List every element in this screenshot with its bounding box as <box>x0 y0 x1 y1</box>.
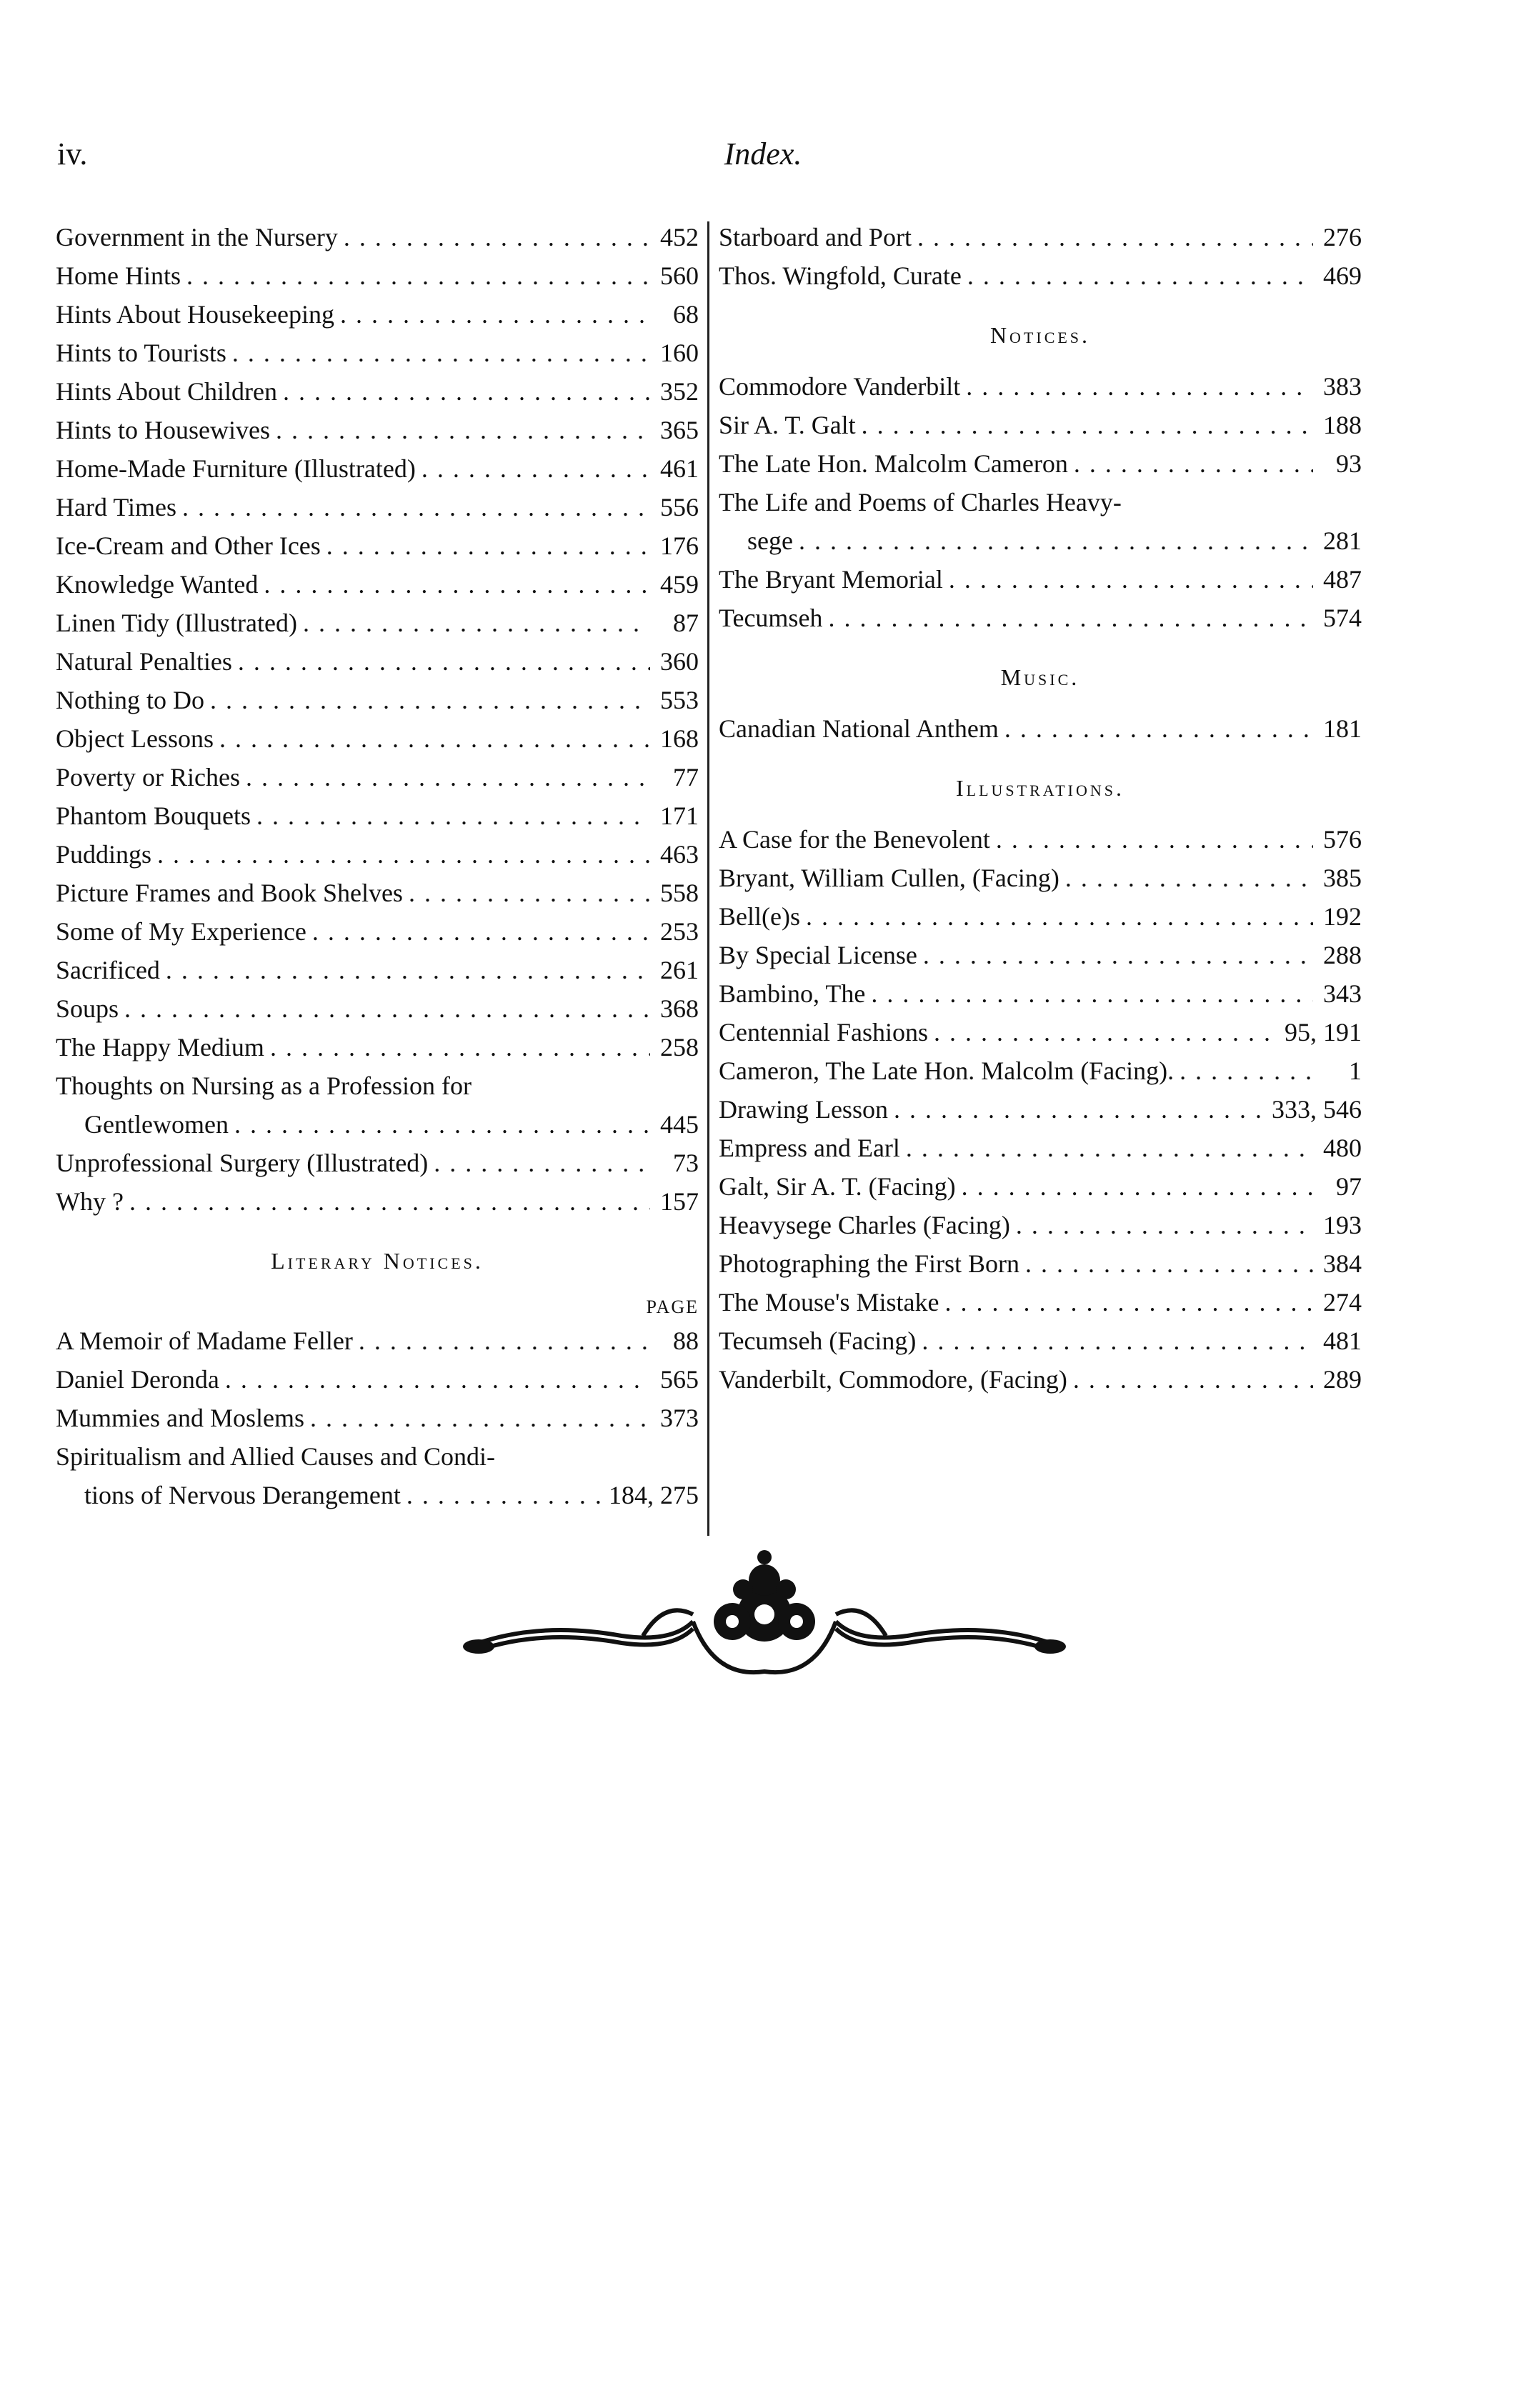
index-entry <box>56 874 699 912</box>
leader-dots <box>340 295 650 334</box>
leader-dots <box>219 719 650 758</box>
entry-page: 461 <box>660 454 699 483</box>
entry-title: Hints to Tourists <box>56 339 226 367</box>
entry-title: Home-Made Furniture (Illustrated) <box>56 454 416 483</box>
entry-page: 480 <box>1323 1134 1362 1162</box>
leader-dots <box>934 1013 1279 1051</box>
left-column <box>56 218 699 1514</box>
entry-title: Mummies and Moslems <box>56 1404 304 1432</box>
entry-title: Phantom Bouquets <box>56 801 251 830</box>
index-entry <box>56 1144 699 1182</box>
entry-page: 352 <box>660 377 699 406</box>
index-entry <box>719 897 1362 936</box>
leader-dots <box>1025 1244 1313 1283</box>
entry-page: 181 <box>1323 714 1362 743</box>
entry-page: 87 <box>673 609 699 637</box>
entry-page: 463 <box>660 840 699 869</box>
leader-dots <box>1065 859 1313 897</box>
index-entry <box>56 1399 699 1437</box>
entry-page: 276 <box>1323 223 1362 251</box>
folio: iv. <box>57 136 88 171</box>
index-entry <box>719 820 1362 859</box>
entry-title: Some of My Experience <box>56 917 306 946</box>
index-entry <box>56 951 699 989</box>
leader-dots <box>326 526 650 565</box>
leader-dots <box>344 218 650 256</box>
index-entry <box>719 560 1362 599</box>
index-entry <box>56 372 699 411</box>
index-entry <box>719 521 1362 560</box>
entry-title: Sacrificed <box>56 956 160 984</box>
entry-page: 160 <box>660 339 699 367</box>
leader-dots <box>129 1182 650 1221</box>
leader-dots <box>359 1322 650 1360</box>
index-entry <box>56 526 699 565</box>
entry-page: 289 <box>1323 1365 1362 1394</box>
index-entry <box>719 859 1362 897</box>
index-entry <box>56 295 699 334</box>
entry-page: 281 <box>1323 526 1362 555</box>
entry-title: Hints About Housekeeping <box>56 300 334 329</box>
entry-title: Poverty or Riches <box>56 763 240 791</box>
entry-title: Tecumseh (Facing) <box>719 1327 917 1355</box>
entry-title: Bell(e)s <box>719 902 800 931</box>
entry-page: 253 <box>660 917 699 946</box>
entry-title: The Bryant Memorial <box>719 565 943 594</box>
leader-dots <box>966 367 1313 406</box>
leader-dots <box>124 989 650 1028</box>
leader-dots <box>256 796 650 835</box>
right-column <box>719 218 1362 1399</box>
index-entry <box>719 936 1362 974</box>
page-header <box>0 136 1526 179</box>
index-entry <box>56 1028 699 1066</box>
leader-dots <box>917 218 1313 256</box>
literary-list <box>56 1322 699 1437</box>
entry-title: Hints to Housewives <box>56 416 270 444</box>
entry-title: Photographing the First Born <box>719 1249 1019 1278</box>
index-entry <box>719 218 1362 256</box>
music-heading: Music. <box>1000 664 1080 690</box>
index-entry <box>56 565 699 604</box>
entry-title: The Late Hon. Malcolm Cameron <box>719 449 1068 478</box>
leader-dots <box>312 912 650 951</box>
index-entry <box>719 367 1362 406</box>
entry-page: 68 <box>673 300 699 329</box>
entry-title: A Memoir of Madame Feller <box>56 1327 353 1355</box>
entry-page: 333, 546 <box>1272 1095 1362 1124</box>
leader-dots <box>996 820 1313 859</box>
index-entry <box>56 334 699 372</box>
leader-dots <box>276 411 650 449</box>
leader-dots <box>923 936 1313 974</box>
index-entry <box>719 1129 1362 1167</box>
index-entry <box>56 449 699 488</box>
entry-title: Object Lessons <box>56 724 214 753</box>
entry-title: Hard Times <box>56 493 177 521</box>
index-entry <box>719 1051 1362 1090</box>
index-entry <box>719 256 1362 295</box>
entry-title: Galt, Sir A. T. (Facing) <box>719 1172 956 1201</box>
entry-title: Hints About Children <box>56 377 278 406</box>
leader-dots <box>1180 1051 1313 1090</box>
entry-title: Knowledge Wanted <box>56 570 259 599</box>
leader-dots <box>166 951 650 989</box>
right-index-list <box>719 218 1362 295</box>
entry-page: 384 <box>1323 1249 1362 1278</box>
entry-title: Cameron, The Late Hon. Malcolm (Facing). <box>719 1056 1175 1085</box>
entry-title: Thos. Wingfold, Curate <box>719 261 962 290</box>
entry-title: sege <box>747 526 793 555</box>
entry-page: 556 <box>660 493 699 521</box>
index-entry <box>719 1244 1362 1283</box>
index-entry <box>56 912 699 951</box>
leader-dots <box>186 256 650 295</box>
index-entry <box>719 1167 1362 1206</box>
index-entry <box>56 604 699 642</box>
entry-page: 487 <box>1323 565 1362 594</box>
entry-page: 558 <box>660 879 699 907</box>
entry-page: 93 <box>1336 449 1362 478</box>
entry-page: 574 <box>1323 604 1362 632</box>
entry-title: Why ? <box>56 1187 124 1216</box>
entry-title: Nothing to Do <box>56 686 205 714</box>
leader-dots <box>270 1028 650 1066</box>
leader-dots <box>922 1322 1313 1360</box>
leader-dots <box>806 897 1313 936</box>
entry-page: 360 <box>660 647 699 676</box>
leader-dots <box>182 488 650 526</box>
index-entry <box>56 218 699 256</box>
index-entry <box>719 709 1362 748</box>
entry-page: 192 <box>1323 902 1362 931</box>
entry-title: Drawing Lesson <box>719 1095 888 1124</box>
entry-page: 553 <box>660 686 699 714</box>
entry-page: 157 <box>660 1187 699 1216</box>
index-entry <box>56 1066 699 1105</box>
index-entry <box>56 488 699 526</box>
entry-page: 77 <box>673 763 699 791</box>
page-column-label: PAGE <box>646 1297 699 1317</box>
index-entry <box>719 599 1362 637</box>
entry-title: A Case for the Benevolent <box>719 825 990 854</box>
leader-dots <box>407 1476 603 1514</box>
leader-dots <box>871 974 1313 1013</box>
illustrations-heading: Illustrations. <box>956 775 1124 801</box>
entry-title: Heavysege Charles (Facing) <box>719 1211 1010 1239</box>
index-entry <box>719 1283 1362 1322</box>
entry-title: Empress and Earl <box>719 1134 900 1162</box>
entry-title: Canadian National Anthem <box>719 714 999 743</box>
index-entry <box>56 1105 699 1144</box>
entry-page: 576 <box>1323 825 1362 854</box>
index-entry <box>56 411 699 449</box>
index-entry <box>719 1206 1362 1244</box>
leader-dots <box>157 835 650 874</box>
index-entry <box>56 256 699 295</box>
leader-dots <box>246 758 650 796</box>
entry-title: tions of Nervous Derangement <box>84 1481 401 1509</box>
entry-title: Commodore Vanderbilt <box>719 372 961 401</box>
index-entry <box>56 681 699 719</box>
leader-dots <box>962 1167 1313 1206</box>
entry-title: The Life and Poems of Charles Heavy- <box>719 488 1122 516</box>
left-index-list-2 <box>56 1144 699 1221</box>
leader-dots <box>409 874 650 912</box>
entry-title: Government in the Nursery <box>56 223 338 251</box>
leader-dots <box>434 1144 650 1182</box>
entry-page: 258 <box>660 1033 699 1061</box>
entry-page: 452 <box>660 223 699 251</box>
notices-list-2 <box>719 560 1362 637</box>
entry-page: 97 <box>1336 1172 1362 1201</box>
entry-title: Natural Penalties <box>56 647 232 676</box>
entry-title: Unprofessional Surgery (Illustrated) <box>56 1149 429 1177</box>
leader-dots <box>310 1399 650 1437</box>
entry-title: Bryant, William Cullen, (Facing) <box>719 864 1059 892</box>
entry-title: Linen Tidy (Illustrated) <box>56 609 297 637</box>
entry-title: Centennial Fashions <box>719 1018 928 1046</box>
entry-page: 560 <box>660 261 699 290</box>
music-list <box>719 709 1362 748</box>
leader-dots <box>1074 444 1313 483</box>
index-entry <box>719 1360 1362 1399</box>
entry-page: 1 <box>1349 1056 1362 1085</box>
entry-title: Starboard and Port <box>719 223 912 251</box>
entry-page: 459 <box>660 570 699 599</box>
leader-dots <box>422 449 650 488</box>
leader-dots <box>1004 709 1313 748</box>
entry-page: 274 <box>1323 1288 1362 1317</box>
leader-dots <box>1073 1360 1313 1399</box>
entry-title: Gentlewomen <box>84 1110 229 1139</box>
index-entry <box>719 1090 1362 1129</box>
leader-dots <box>232 334 650 372</box>
entry-title: Thoughts on Nursing as a Profession for <box>56 1071 472 1100</box>
entry-title: Sir A. T. Galt <box>719 411 856 439</box>
leader-dots <box>1016 1206 1313 1244</box>
entry-title: The Mouse's Mistake <box>719 1288 939 1317</box>
index-entry <box>719 974 1362 1013</box>
entry-page: 481 <box>1323 1327 1362 1355</box>
entry-page: 184, 275 <box>609 1481 699 1509</box>
entry-title: Picture Frames and Book Shelves <box>56 879 403 907</box>
entry-page: 88 <box>673 1327 699 1355</box>
leader-dots <box>828 599 1313 637</box>
index-entry <box>719 1013 1362 1051</box>
leader-dots <box>225 1360 650 1399</box>
entry-page: 469 <box>1323 261 1362 290</box>
index-entry <box>56 796 699 835</box>
entry-page: 385 <box>1323 864 1362 892</box>
entry-page: 445 <box>660 1110 699 1139</box>
entry-page: 565 <box>660 1365 699 1394</box>
index-entry <box>56 642 699 681</box>
entry-title: Puddings <box>56 840 152 869</box>
leader-dots <box>303 604 650 642</box>
index-entry <box>719 406 1362 444</box>
leader-dots <box>862 406 1313 444</box>
entry-page: 288 <box>1323 941 1362 969</box>
leader-dots <box>264 565 650 604</box>
index-entry <box>56 1182 699 1221</box>
entry-title: Tecumseh <box>719 604 823 632</box>
index-entry <box>719 483 1362 521</box>
leader-dots <box>238 642 650 681</box>
notices-heading: Notices. <box>989 322 1091 348</box>
left-index-list <box>56 218 699 1066</box>
index-entry <box>56 835 699 874</box>
index-entry <box>56 758 699 796</box>
leader-dots <box>283 372 650 411</box>
running-title: Index. <box>724 136 802 171</box>
leader-dots <box>906 1129 1313 1167</box>
leader-dots <box>967 256 1313 295</box>
entry-title: Bambino, The <box>719 979 866 1008</box>
entry-title: Vanderbilt, Commodore, (Facing) <box>719 1365 1067 1394</box>
entry-page: 168 <box>660 724 699 753</box>
entry-page: 368 <box>660 994 699 1023</box>
entry-title: Daniel Deronda <box>56 1365 219 1394</box>
entry-title: By Special License <box>719 941 917 969</box>
entry-page: 365 <box>660 416 699 444</box>
leader-dots <box>234 1105 650 1144</box>
notices-list <box>719 367 1362 483</box>
index-entry <box>56 1360 699 1399</box>
illustrations-list <box>719 820 1362 1399</box>
entry-page: 188 <box>1323 411 1362 439</box>
entry-page: 193 <box>1323 1211 1362 1239</box>
index-entry <box>56 719 699 758</box>
index-entry <box>56 1437 699 1476</box>
index-entry <box>56 989 699 1028</box>
index-entry <box>719 1322 1362 1360</box>
floral-scroll-ornament-icon <box>457 1536 1072 1707</box>
entry-title: Ice-Cream and Other Ices <box>56 531 321 560</box>
entry-page: 171 <box>660 801 699 830</box>
leader-dots <box>949 560 1313 599</box>
literary-notices-heading: Literary Notices. <box>271 1248 484 1274</box>
entry-page: 176 <box>660 531 699 560</box>
column-rule <box>707 221 709 1536</box>
entry-page: 73 <box>673 1149 699 1177</box>
entry-title: The Happy Medium <box>56 1033 264 1061</box>
leader-dots <box>210 681 650 719</box>
entry-title: Spiritualism and Allied Causes and Condi- <box>56 1442 495 1471</box>
leader-dots <box>894 1090 1266 1129</box>
leader-dots <box>944 1283 1313 1322</box>
leader-dots <box>799 521 1313 560</box>
entry-page: 383 <box>1323 372 1362 401</box>
entry-page: 343 <box>1323 979 1362 1008</box>
entry-title: Home Hints <box>56 261 181 290</box>
index-entry <box>719 444 1362 483</box>
entry-page: 261 <box>660 956 699 984</box>
index-entry <box>56 1476 699 1514</box>
entry-title: Soups <box>56 994 119 1023</box>
index-entry <box>56 1322 699 1360</box>
entry-page: 373 <box>660 1404 699 1432</box>
entry-page: 95, 191 <box>1285 1018 1362 1046</box>
